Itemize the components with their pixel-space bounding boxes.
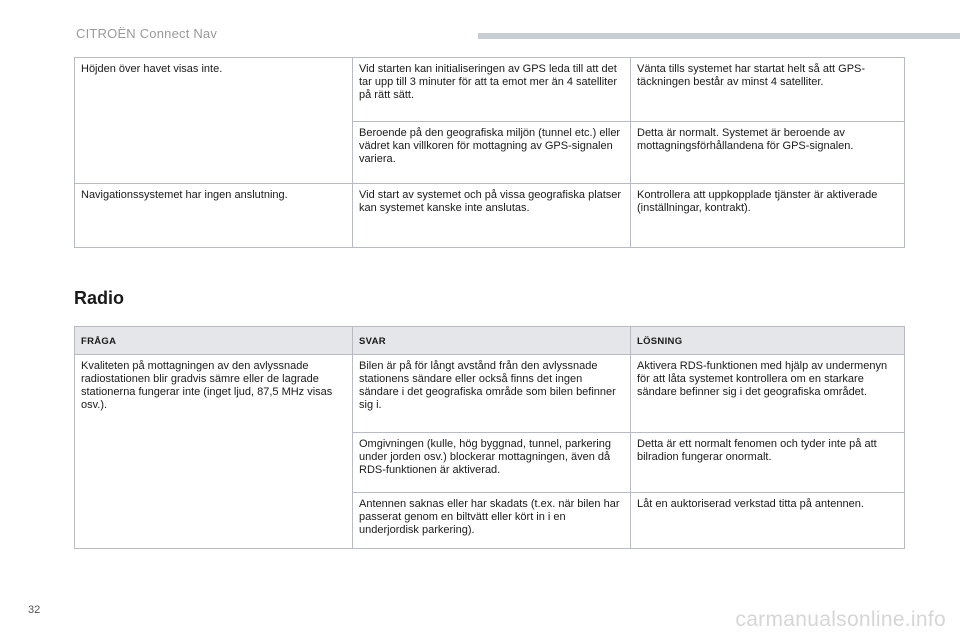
table-row [75,58,905,122]
question-cell: Kvaliteten på mottagningen av den avlyssnade radiostationen blir gradvis sämre eller de lagrade stationerna fungerar inte (inget ljud, 87,5 MHz visas osv.). [75,355,353,549]
solution-cell: Låt en auktoriserad verkstad titta på antennen. [631,493,905,549]
question-cell: Höjden över havet visas inte. [75,58,353,184]
answer-cell: Omgivningen (kulle, hög byggnad, tunnel, parkering under jorden osv.) blockerar mottagningen, även då RDS-funktionen är aktiverad. [353,433,631,493]
page-number: 32 [28,604,41,616]
column-header-solution: LÖSNING [631,327,905,355]
solution-cell: Detta är normalt. Systemet är beroende av mottagningsförhållandena för GPS-signalen. [631,122,905,184]
gps-troubleshooting-table [74,57,905,248]
question-cell: Navigationssystemet har ingen anslutning. [75,184,353,248]
answer-cell: Antennen saknas eller har skadats (t.ex. när bilen har passerat genom en biltvätt eller kört in i en underjordisk parkering). [353,493,631,549]
watermark-text: carmanualsonline.info [735,608,946,631]
radio-troubleshooting-table [74,326,905,549]
document-header-title: CITROËN Connect Nav [76,26,218,41]
solution-cell: Detta är ett normalt fenomen och tyder inte på att bilradion fungerar onormalt. [631,433,905,493]
section-heading-radio: Radio [74,288,125,308]
header-divider-bar [478,33,960,39]
table-header-row [75,327,905,355]
answer-cell: Bilen är på för långt avstånd från den avlyssnade stationens sändare eller också finns det ingen sändare i det geografiska område som bilen befinner sig i. [353,355,631,433]
column-header-answer: SVAR [353,327,631,355]
answer-cell: Vid starten kan initialiseringen av GPS leda till att det tar upp till 3 minuter för att ta emot mer än 4 satelliter på rätt sätt. [353,58,631,122]
solution-cell: Kontrollera att uppkopplade tjänster är aktiverade (inställningar, kontrakt). [631,184,905,248]
table-row [75,355,905,433]
table-row [75,184,905,248]
solution-cell: Aktivera RDS-funktionen med hjälp av undermenyn för att låta systemet kontrollera om en starkare sändare befinner sig i det geografiska området. [631,355,905,433]
answer-cell: Beroende på den geografiska miljön (tunnel etc.) eller vädret kan villkoren för mottagning av GPS-signalen variera. [353,122,631,184]
solution-cell: Vänta tills systemet har startat helt så att GPS-täckningen består av minst 4 satelliter. [631,58,905,122]
column-header-question: FRÅGA [75,327,353,355]
answer-cell: Vid start av systemet och på vissa geografiska platser kan systemet kanske inte anslutas. [353,184,631,248]
